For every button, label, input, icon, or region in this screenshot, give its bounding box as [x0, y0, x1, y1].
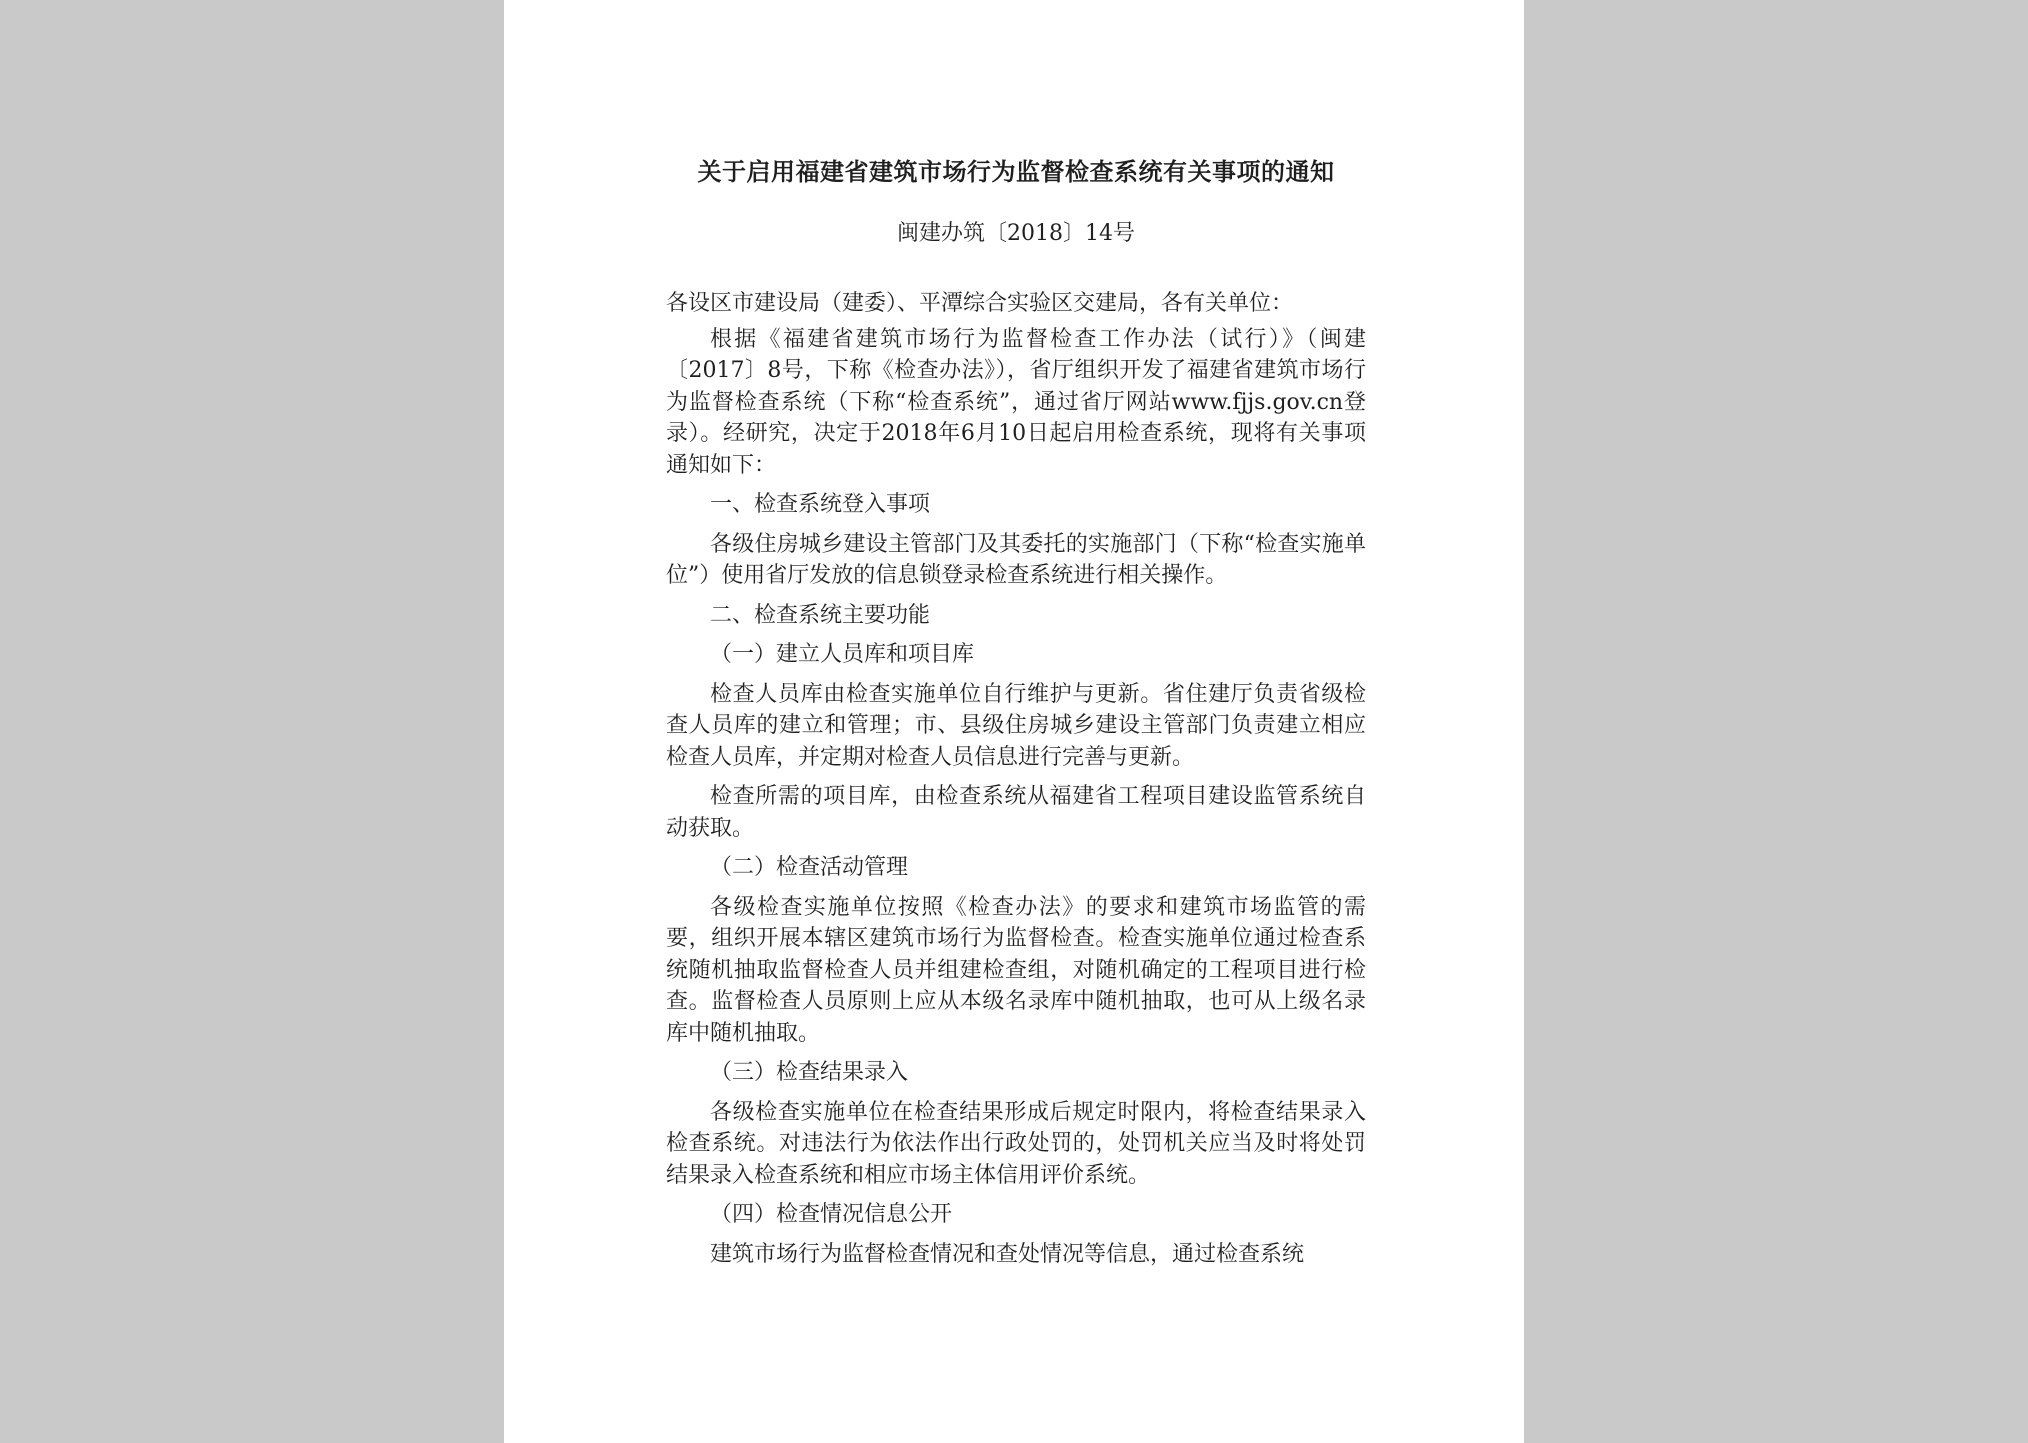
document-title: 关于启用福建省建筑市场行为监督检查系统有关事项的通知	[697, 157, 1335, 186]
subsection-body-disclosure: 建筑市场行为监督检查情况和查处情况等信息，通过检查系统	[710, 1241, 1305, 1267]
subsection-body-projects: 检查所需的项目库，由检查系统从福建省工程项目建设监管系统自动获取。	[666, 784, 1366, 841]
subsection-heading-database: （一）建立人员库和项目库	[710, 642, 975, 667]
section-heading-functions: 二、检查系统主要功能	[710, 602, 931, 628]
subsection-body-personnel: 检查人员库由检查实施单位自行维护与更新。省住建厅负责省级检查人员库的建立和管理；市、县级住房城乡建设主管部门负责建立相应检查人员库，并定期对检查人员信息进行完善与更新。	[666, 681, 1366, 770]
document-page	[504, 0, 1524, 1443]
document-number: 闽建办筑〔2018〕14号	[897, 221, 1135, 246]
section-heading-login: 一、检查系统登入事项	[710, 492, 931, 517]
subsection-heading-results: （三）检查结果录入	[710, 1060, 909, 1085]
subsection-body-activity: 各级检查实施单位按照《检查办法》的要求和建筑市场监管的需要，组织开展本辖区建筑市场行为监督检查。检查实施单位通过检查系统随机抽取监督检查人员并组建检查组，对随机确定的工程项目进行检查。监督检查人员原则上应从本级名录库中随机抽取，也可从上级名录库中随机抽取。	[666, 894, 1366, 1046]
subsection-heading-disclosure: （四）检查情况信息公开	[710, 1202, 953, 1227]
subsection-body-results: 各级检查实施单位在检查结果形成后规定时限内，将检查结果录入检查系统。对违法行为依法作出行政处罚的，处罚机关应当及时将处罚结果录入检查系统和相应市场主体信用评价系统。	[666, 1099, 1366, 1188]
section-body-login: 各级住房城乡建设主管部门及其委托的实施部门（下称“检查实施单位”）使用省厅发放的信息锁登录检查系统进行相关操作。	[666, 531, 1366, 588]
salutation: 各设区市建设局（建委）、平潭综合实验区交建局，各有关单位：	[666, 291, 1294, 316]
intro-paragraph: 根据《福建省建筑市场行为监督检查工作办法（试行）》（闽建〔2017〕8号，下称《检查办法》），省厅组织开发了福建省建筑市场行为监督检查系统（下称“检查系统”，通过省厅网站www.fjjs.gov.cn登录）。经研究，决定于2018年6月10日起启用检查系统，现将有关事项通知如下：	[666, 326, 1366, 478]
document-content	[666, 154, 1366, 1278]
subsection-heading-activity: （二）检查活动管理	[710, 855, 909, 880]
